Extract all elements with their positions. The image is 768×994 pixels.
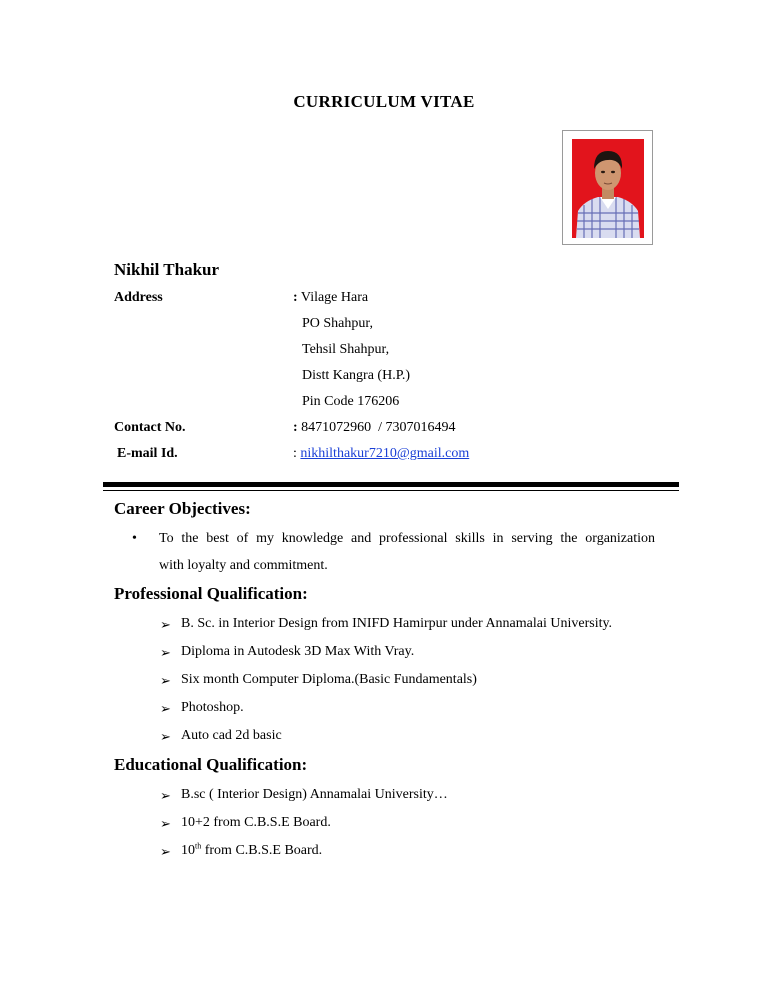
arrow-bullet-icon: ➢ <box>160 617 171 632</box>
section-divider-thin <box>103 490 679 491</box>
professional-item: Diploma in Autodesk 3D Max With Vray. <box>181 644 415 659</box>
professional-item: Photoshop. <box>181 700 244 715</box>
portrait-image <box>572 139 644 238</box>
educational-item-rest: from C.B.S.E Board. <box>201 843 323 858</box>
arrow-bullet-icon: ➢ <box>160 816 171 831</box>
ordinal-suffix: th <box>195 841 202 851</box>
email-label: E-mail Id. <box>117 446 178 461</box>
address-label: Address <box>114 290 163 305</box>
contact-colon: : <box>293 420 298 435</box>
candidate-name: Nikhil Thakur <box>114 260 220 279</box>
professional-item: B. Sc. in Interior Design from INIFD Hamirpur under Annamalai University. <box>181 616 613 631</box>
address-line-4: Distt Kangra (H.P.) <box>302 368 411 383</box>
educational-item <box>181 843 322 859</box>
profile-photo <box>562 130 653 245</box>
career-objectives-heading: Career Objectives: <box>114 499 251 518</box>
address-line-5: Pin Code 176206 <box>302 394 400 409</box>
career-objective-line-1: To the best of my knowledge and professional skills in serving the organization <box>159 531 655 546</box>
contact-label: Contact No. <box>114 420 186 435</box>
bullet-icon: • <box>132 531 137 546</box>
educational-item: 10+2 from C.B.S.E Board. <box>181 815 331 830</box>
contact-number: 8471072960 / 7307016494 <box>301 420 456 435</box>
career-objective-line-2: with loyalty and commitment. <box>159 558 328 573</box>
email-link[interactable]: nikhilthakur7210@gmail.com <box>300 446 470 461</box>
address-line-1-text: Vilage Hara <box>300 290 369 305</box>
professional-item: Six month Computer Diploma.(Basic Fundamentals) <box>181 672 477 687</box>
contact-value <box>293 420 456 436</box>
arrow-bullet-icon: ➢ <box>160 844 171 859</box>
professional-item: Auto cad 2d basic <box>181 728 282 743</box>
address-line-3: Tehsil Shahpur, <box>302 342 390 357</box>
arrow-bullet-icon: ➢ <box>160 788 171 803</box>
arrow-bullet-icon: ➢ <box>160 645 171 660</box>
arrow-bullet-icon: ➢ <box>160 673 171 688</box>
address-colon: : <box>293 290 298 305</box>
educational-item: B.sc ( Interior Design) Annamalai University… <box>181 787 448 802</box>
section-divider-thick <box>103 482 679 487</box>
page-title: CURRICULUM VITAE <box>293 92 475 111</box>
professional-qualification-heading: Professional Qualification: <box>114 584 308 603</box>
email-colon: : <box>293 446 297 461</box>
arrow-bullet-icon: ➢ <box>160 729 171 744</box>
educational-item-prefix: 10 <box>181 843 195 858</box>
address-line-2: PO Shahpur, <box>302 316 373 331</box>
educational-qualification-heading: Educational Qualification: <box>114 755 308 774</box>
address-line-1 <box>293 290 368 306</box>
arrow-bullet-icon: ➢ <box>160 701 171 716</box>
email-value <box>293 446 469 462</box>
